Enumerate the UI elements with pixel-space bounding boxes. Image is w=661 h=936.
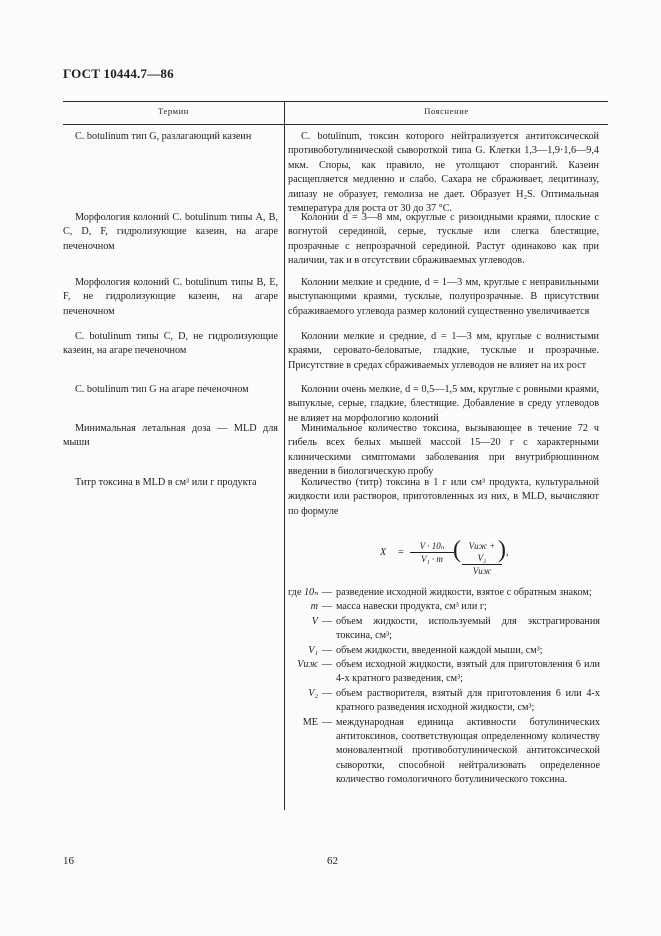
column-header-term: Термин	[158, 106, 189, 116]
legend-symbol: V	[311, 615, 318, 627]
formula-legend	[288, 586, 600, 788]
legend-dash: —	[321, 601, 333, 613]
explanation-cell: Колонии мелкие и средние, d = 1—3 мм, круглые с волнистыми краями, серовато-беловатые, гладкие, тусклые и прозрачные. Присутствие в средах сбраживаемых углеводов не влияет на их рост	[288, 331, 599, 371]
legend-item	[288, 687, 600, 716]
formula-fraction-2	[462, 540, 502, 577]
legend-dash: —	[321, 659, 333, 671]
formula-equals: =	[398, 547, 404, 558]
formula-comma: ,	[506, 547, 509, 558]
term-cell: C. botulinum типы C, D, не гидролизующие казеин, на агаре печеночном	[63, 331, 278, 357]
term-cell: Титр токсина в MLD в см³ или г продукта	[75, 477, 257, 488]
term-cell: C. botulinum тип G, разлагающий казеин	[75, 131, 252, 142]
legend-item	[288, 716, 600, 788]
toxin-titer-formula	[380, 537, 510, 576]
table-header-rule	[63, 124, 608, 125]
column-header-explanation: Пояснение	[424, 106, 469, 116]
formula-left-paren: (	[453, 537, 461, 563]
explanation-cell: Колонии d = 3—8 мм, округлые с ризоидными краями, плоские с вогнутой серединой, серые, тусклые или слегка блестящие, прозрачные с непрозрачной серединой. Растут одинаково как при наличии, так и в отсутствии сбраживаемых углеводов.	[288, 212, 599, 267]
formula-lhs: X	[380, 547, 387, 558]
legend-item	[288, 615, 600, 644]
legend-text: объем исходной жидкости, взятый для приготовления 6 или 4-х кратного разведения, см³;	[336, 659, 600, 685]
legend-dash: —	[321, 615, 333, 627]
formula-fraction-1	[410, 540, 454, 565]
formula-right-paren: )	[498, 537, 506, 563]
term-cell: Морфология колоний C. botulinum типы B, E, F, не гидролизующие казеин, на агаре печеночном	[63, 277, 278, 317]
legend-text: разведение исходной жидкости, взятое с обратным знаком;	[336, 587, 592, 598]
fraction-2-denominator: Vиж	[472, 566, 492, 576]
explanation-cell: Колонии очень мелкие, d = 0,5—1,5 мм, круглые с ровными краями, выпуклые, серые, гладкие, блестящие. Добавление в среду углеводов не влияет на морфологию колоний	[288, 384, 599, 424]
legend-item	[288, 644, 600, 658]
fraction-2-numerator: Vиж + V₂	[462, 540, 502, 565]
explanation-cell: Колонии мелкие и средние, d = 1—3 мм, круглые с неправильными выступающими краями, тусклые, полупрозрачные. В присутствии сбраживаемого углевода размер колоний существенно увеличивается	[288, 277, 599, 317]
legend-symbol: ME	[302, 716, 318, 728]
page-number-left: 16	[63, 855, 74, 867]
legend-symbol: V₁	[308, 644, 318, 656]
legend-text: международная единица активности ботулинических антитоксинов, соответствующая определенному количеству моновалентной противоботулинической антитоксической сыворотки, способной нейтрализовать определенное количество гомологичного ботулинического токсина.	[336, 716, 600, 786]
legend-text: объем жидкости, введенной каждой мыши, см³;	[336, 644, 543, 656]
fraction-1-denominator: V₁ · m	[421, 554, 443, 564]
legend-item	[288, 586, 600, 600]
term-cell: Морфология колоний C. botulinum типы A, B, C, D, F, гидролизующие казеин, на агаре печеночном	[63, 212, 278, 252]
legend-dash: —	[321, 687, 333, 699]
legend-dash: —	[321, 587, 333, 598]
explanation-cell: C. botulinum, токсин которого нейтрализуется антитоксической противоботулинической сывороткой типа G. Клетки 1,3—1,9·1,6—9,4 мкм. Споры, как правило, не утолщают спорангий. Казеин расщепляется медленно и слабо. Сахара не сбраживает, лецитиназу, липазу не образует, гемолиза не дает. Образует H₂S. Оптимальная температура для роста от 30 до 37 °C.	[288, 131, 599, 215]
table-column-separator	[284, 101, 285, 810]
legend-text: объем жидкости, используемый для экстрагирования токсина, см³;	[336, 615, 600, 642]
explanation-cell: Минимальное количество токсина, вызывающее в течение 72 ч гибель всех белых мышей массой 15—20 г с характерными клиническими симптомами заболевания при внутрибрюшинном введении в биологическую пробу	[288, 423, 599, 478]
legend-dash: —	[321, 716, 333, 728]
term-cell: Минимальная летальная доза — MLD для мыши	[63, 423, 278, 449]
legend-item	[288, 658, 600, 687]
document-header: ГОСТ 10444.7—86	[63, 66, 174, 81]
legend-item	[288, 600, 600, 614]
legend-dash: —	[321, 644, 333, 656]
legend-text: масса навески продукта, см³ или г;	[336, 601, 487, 613]
legend-symbol: Vиж	[297, 659, 318, 671]
legend-symbol: V₂	[308, 687, 318, 699]
explanation-cell: Количество (титр) токсина в 1 г или см³ продукта, культуральной жидкости или растворов, приготовленных из них, в MLD, вычисляют по формуле	[288, 477, 599, 517]
table-top-rule	[63, 101, 608, 102]
fraction-1-numerator: V · 10ₙ	[410, 540, 454, 553]
term-cell: C. botulinum тип G на агаре печеночном	[75, 384, 249, 395]
legend-symbol: m	[310, 601, 318, 613]
legend-text: объем растворителя, взятый для приготовления 6 или 4-х кратного разведения исходной жидкости, см³;	[336, 687, 600, 714]
legend-intro: где 10ₙ	[288, 587, 319, 598]
page-number-center: 62	[327, 855, 338, 867]
